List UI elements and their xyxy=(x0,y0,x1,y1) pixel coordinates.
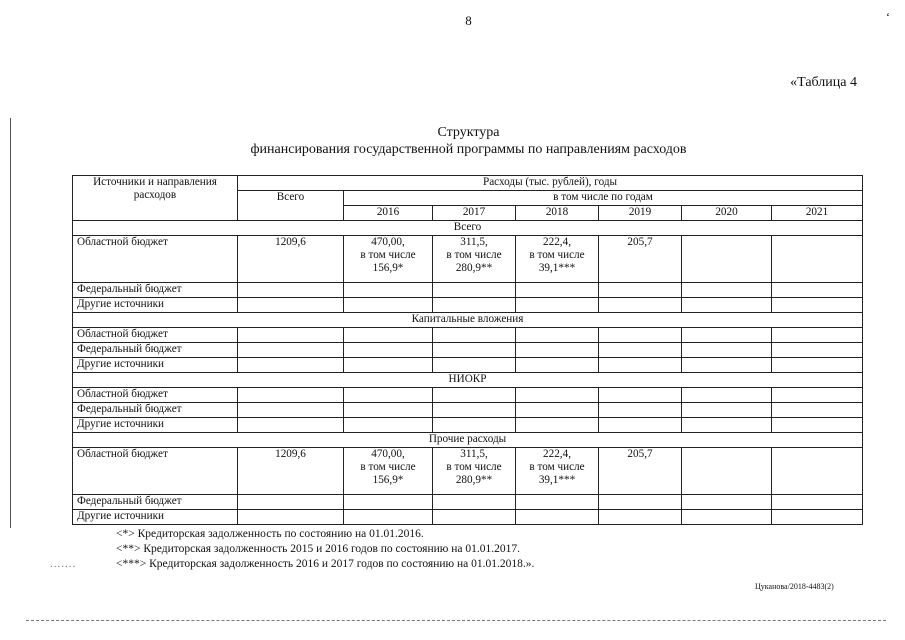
header-year: 2019 xyxy=(599,206,682,221)
table-row xyxy=(73,418,863,433)
cell-2019: 205,7 xyxy=(599,448,682,495)
header-expenses: Расходы (тыс. рублей), годы xyxy=(238,176,863,191)
section-title: Прочие расходы xyxy=(73,433,863,448)
bottom-edge-rule xyxy=(26,620,886,621)
document-code: Цуканова/2018-4483(2) xyxy=(755,582,834,591)
cell-2016 xyxy=(344,236,433,283)
row-label: Областной бюджет xyxy=(73,388,238,403)
row-label: Другие источники xyxy=(73,298,238,313)
table-row xyxy=(73,448,863,495)
cell xyxy=(772,343,863,358)
scan-artifact: ....... xyxy=(50,558,77,570)
cell-line: 280,9** xyxy=(455,474,493,486)
cell xyxy=(772,358,863,373)
row-label: Областной бюджет xyxy=(73,448,238,495)
table-row xyxy=(73,358,863,373)
financing-structure-table xyxy=(72,175,863,525)
cell xyxy=(516,495,599,510)
header-year: 2021 xyxy=(772,206,863,221)
cell-line: в том числе xyxy=(360,249,416,261)
row-label: Федеральный бюджет xyxy=(73,495,238,510)
cell xyxy=(682,418,772,433)
header-year: 2017 xyxy=(433,206,516,221)
cell xyxy=(344,388,433,403)
cell-line: 156,9* xyxy=(372,474,404,486)
cell xyxy=(344,328,433,343)
header-by-years: в том числе по годам xyxy=(344,191,863,206)
cell xyxy=(433,283,516,298)
cell xyxy=(682,298,772,313)
cell-line: 222,4, xyxy=(543,448,571,460)
cell xyxy=(772,283,863,298)
cell xyxy=(516,388,599,403)
cell xyxy=(344,510,433,525)
cell-line: 39,1*** xyxy=(538,474,576,486)
cell xyxy=(516,510,599,525)
cell-2020 xyxy=(682,236,772,283)
cell xyxy=(238,358,344,373)
cell xyxy=(772,388,863,403)
cell xyxy=(433,495,516,510)
cell-2019: 205,7 xyxy=(599,236,682,283)
header-row-1 xyxy=(73,176,863,191)
row-label: Федеральный бюджет xyxy=(73,403,238,418)
cell xyxy=(682,495,772,510)
cell-line: 311,5, xyxy=(460,236,488,248)
cell xyxy=(682,403,772,418)
cell-line: 311,5, xyxy=(460,448,488,460)
cell xyxy=(599,328,682,343)
cell xyxy=(516,298,599,313)
cell-2020 xyxy=(682,448,772,495)
cell xyxy=(599,388,682,403)
cell-line: 470,00, xyxy=(371,236,405,248)
section-title: Капитальные вложения xyxy=(73,313,863,328)
cell-2016 xyxy=(344,448,433,495)
cell xyxy=(772,298,863,313)
cell xyxy=(433,343,516,358)
cell xyxy=(433,328,516,343)
cell xyxy=(433,510,516,525)
cell xyxy=(682,343,772,358)
cell xyxy=(682,388,772,403)
cell xyxy=(599,298,682,313)
header-year: 2016 xyxy=(344,206,433,221)
table-row xyxy=(73,328,863,343)
header-sources xyxy=(73,176,238,221)
cell-line: 470,00, xyxy=(371,448,405,460)
table-caption-title: Структура xyxy=(437,125,500,140)
cell-line: 280,9** xyxy=(455,262,493,274)
cell-line: в том числе xyxy=(446,249,502,261)
table-row xyxy=(73,343,863,358)
cell-line: в том числе xyxy=(446,461,502,473)
cell xyxy=(238,418,344,433)
cell xyxy=(238,328,344,343)
cell xyxy=(599,343,682,358)
cell xyxy=(344,283,433,298)
row-label: Другие источники xyxy=(73,358,238,373)
section-row xyxy=(73,433,863,448)
cell xyxy=(344,343,433,358)
cell xyxy=(238,343,344,358)
header-total: Всего xyxy=(238,191,344,221)
header-year: 2018 xyxy=(516,206,599,221)
cell-2017 xyxy=(433,448,516,495)
cell-line: в том числе xyxy=(529,249,585,261)
cell-2018 xyxy=(516,448,599,495)
row-label: Областной бюджет xyxy=(73,328,238,343)
table-row xyxy=(73,298,863,313)
footnote-1: <*> Кредиторская задолженность по состоянию на 01.01.2016. xyxy=(116,528,424,540)
row-label: Другие источники xyxy=(73,418,238,433)
cell xyxy=(433,298,516,313)
cell xyxy=(599,495,682,510)
cell xyxy=(433,418,516,433)
section-row xyxy=(73,221,863,236)
cell xyxy=(516,343,599,358)
cell-line: 39,1*** xyxy=(538,262,576,274)
cell-2017 xyxy=(433,236,516,283)
cell xyxy=(599,358,682,373)
table-row xyxy=(73,283,863,298)
cell xyxy=(238,495,344,510)
cell-line: 222,4, xyxy=(543,236,571,248)
cell xyxy=(682,510,772,525)
cell xyxy=(682,358,772,373)
cell xyxy=(516,403,599,418)
cell xyxy=(516,328,599,343)
cell xyxy=(344,495,433,510)
cell-line: 156,9* xyxy=(372,262,404,274)
cell xyxy=(433,388,516,403)
header-year: 2020 xyxy=(682,206,772,221)
section-row xyxy=(73,313,863,328)
section-title: Всего xyxy=(73,221,863,236)
row-label: Федеральный бюджет xyxy=(73,343,238,358)
cell xyxy=(682,283,772,298)
cell xyxy=(238,283,344,298)
cell xyxy=(516,358,599,373)
cell xyxy=(344,358,433,373)
page-number: 8 xyxy=(465,13,472,28)
footnote-3: <***> Кредиторская задолженность 2016 и 2017 годов по состоянию на 01.01.2018.». xyxy=(116,558,535,570)
header-sources-line1: Источники и направления xyxy=(93,176,217,188)
cell-2021 xyxy=(772,236,863,283)
cell xyxy=(238,298,344,313)
cell xyxy=(238,403,344,418)
row-label: Областной бюджет xyxy=(73,236,238,283)
table-row xyxy=(73,236,863,283)
cell xyxy=(516,283,599,298)
cell-total: 1209,6 xyxy=(238,236,344,283)
table-row xyxy=(73,510,863,525)
cell xyxy=(344,418,433,433)
cell xyxy=(433,403,516,418)
cell xyxy=(772,418,863,433)
cell xyxy=(772,403,863,418)
cell xyxy=(599,283,682,298)
row-label: Другие источники xyxy=(73,510,238,525)
cell xyxy=(238,388,344,403)
cell xyxy=(772,328,863,343)
left-margin-rule xyxy=(10,118,11,528)
cell xyxy=(238,510,344,525)
cell xyxy=(772,495,863,510)
cell-line: в том числе xyxy=(529,461,585,473)
cell xyxy=(344,298,433,313)
table-caption-subtitle: финансирования государственной программы по направлениям расходов xyxy=(250,142,687,157)
footnote-2: <**> Кредиторская задолженность 2015 и 2016 годов по состоянию на 01.01.2017. xyxy=(116,543,520,555)
cell xyxy=(599,418,682,433)
table-row xyxy=(73,495,863,510)
table-label: «Таблица 4 xyxy=(790,75,857,90)
cell xyxy=(433,358,516,373)
cell-line: в том числе xyxy=(360,461,416,473)
cell xyxy=(599,510,682,525)
row-label: Федеральный бюджет xyxy=(73,283,238,298)
section-row xyxy=(73,373,863,388)
cell-2018 xyxy=(516,236,599,283)
header-sources-line2: расходов xyxy=(133,189,177,201)
corner-mark: ‘ xyxy=(886,10,890,24)
cell-2021 xyxy=(772,448,863,495)
cell xyxy=(344,403,433,418)
section-title: НИОКР xyxy=(73,373,863,388)
cell xyxy=(682,328,772,343)
table-row xyxy=(73,403,863,418)
cell xyxy=(516,418,599,433)
cell xyxy=(772,510,863,525)
cell-total: 1209,6 xyxy=(238,448,344,495)
table-row xyxy=(73,388,863,403)
cell xyxy=(599,403,682,418)
